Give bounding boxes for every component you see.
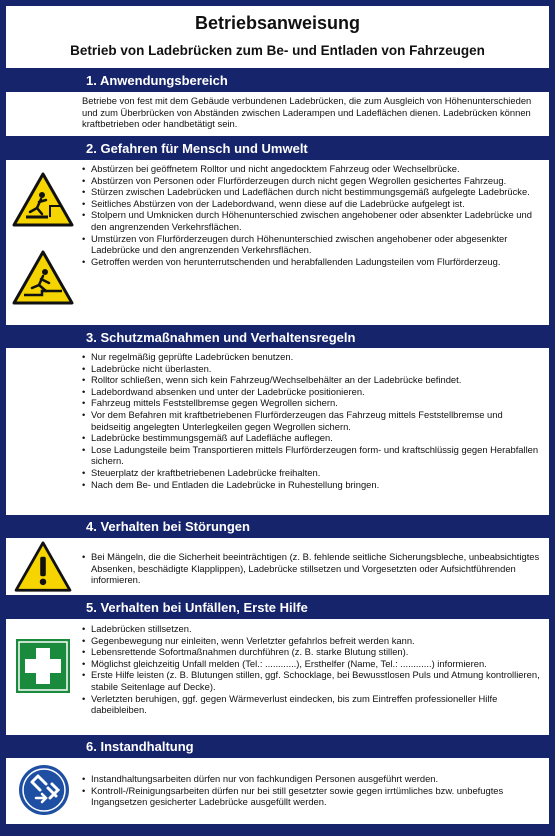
scope-paragraph: Betriebe von fest mit dem Gebäude verbundenen Ladebrücken, die zum Ausgleich von Höhenunterschieden und zum Überbrücken von Abständen zwischen Laderampen und Ladeflächen dienen. Ladebrücken können kraftbetrieben oder handbetätigt sein. (82, 95, 532, 130)
fall-hazard-icon (12, 172, 74, 228)
section-measures-panel (6, 348, 549, 515)
page-subtitle: Betrieb von Ladebrücken zum Be- und Entladen von Fahrzeugen (70, 43, 485, 58)
list-item: • Steuerplatz der kraftbetriebenen Ladebrücke freihalten. (82, 467, 541, 479)
list-item: • Fahrzeug mittels Feststellbremse gegen Wegrollen sichern. (82, 397, 541, 409)
list-item: • Lose Ladungsteile beim Transportieren mittels Flurförderzeugen form- und kraftschlüssig gegen Herabfallen sichern. (82, 444, 541, 467)
malfunctions-list (82, 551, 541, 586)
section-scope-panel (6, 92, 549, 136)
list-item: • Abstürzen von Personen oder Flurförderzeugen durch nicht gegen Wegrollen gesichertes Fahrzeug. (82, 175, 541, 187)
list-item: • Erste Hilfe leisten (z. B. Blutungen stillen, ggf. Schocklage, bei Bewusstlosen Puls und Atmung kontrollieren, stabile Seitenlage auf Decke). (82, 669, 541, 692)
section-title-scope: 1. Anwendungsbereich (86, 73, 228, 88)
list-item: • Kontroll-/Reinigungsarbeiten dürfen nur bei still gesetzter sowie gegen irrtümliches bzw. unbefugtes Ingangsetzen gesicherter Ladebrücke ausgefüllt werden. (82, 785, 541, 808)
header (6, 6, 549, 68)
maintenance-disconnect-icon (18, 764, 70, 816)
maintenance-list (82, 773, 541, 808)
trip-hazard-icon (12, 250, 74, 306)
list-item: • Nur regelmäßig geprüfte Ladebrücken benutzen. (82, 351, 541, 363)
list-item: • Stürzen zwischen Ladebrücken und Ladeflächen durch nicht bestimmungsgemäß aufgelegte Ladebrücke. (82, 186, 541, 198)
list-item: • Verletzten beruhigen, ggf. gegen Wärmeverlust eindecken, bis zum Eintreffen professioneller Hilfe dabeibleiben. (82, 693, 541, 716)
list-item: • Umstürzen von Flurförderzeugen durch Höhenunterschied zwischen angehobener oder abgesenkter Ladebrücke und den angrenzenden Verkehrsflächen. (82, 233, 541, 256)
section-title-protective-measures: 3. Schutzmaßnahmen und Verhaltensregeln (86, 330, 356, 345)
section-first-aid-panel (6, 619, 549, 735)
section-maintenance-panel (6, 758, 549, 824)
list-item: • Instandhaltungsarbeiten dürfen nur von fachkundigen Personen ausgeführt werden. (82, 773, 541, 785)
page-title: Betriebsanweisung (194, 13, 361, 33)
list-item: • Vor dem Befahren mit kraftbetriebenen Flurförderzeugen das Fahrzeug mittels Feststellbremse und beidseitig angelegten Unterlegkeilen gegen Wegrollen sichern. (82, 409, 541, 432)
list-item: • Stolpern und Umknicken durch Höhenunterschied zwischen angehobener oder absenkter Ladebrücke und den angrenzenden Verkehrsflächen. (82, 209, 541, 232)
section-title-first-aid: 5. Verhalten bei Unfällen, Erste Hilfe (86, 600, 308, 615)
list-item: • Gegenbewegung nur einleiten, wenn Verletzter gefahrlos befreit werden kann. (82, 635, 541, 647)
list-item: • Ladebrücken stillsetzen. (82, 623, 541, 635)
list-item: • Lebensrettende Sofortmaßnahmen durchführen (z. B. starke Blutung stillen). (82, 646, 541, 658)
list-item: • Getroffen werden von herunterrutschenden und herabfallenden Ladungsteilen vom Flurförderzeug. (82, 256, 541, 268)
list-item: • Rolltor schließen, wenn sich kein Fahrzeug/Wechselbehälter an der Ladebrücke befindet. (82, 374, 541, 386)
first-aid-cross-icon (16, 639, 70, 693)
measures-list (82, 351, 541, 490)
list-item: • Ladebrücke nicht überlasten. (82, 363, 541, 375)
list-item: • Seitliches Abstürzen von der Ladebordwand, wenn diese auf die Ladebrücke aufgelegt ist. (82, 198, 541, 210)
list-item: • Nach dem Be- und Entladen die Ladebrücke in Ruhestellung bringen. (82, 479, 541, 491)
list-item: • Abstürzen bei geöffnetem Rolltor und nicht angedocktem Fahrzeug oder Wechselbrücke. (82, 163, 541, 175)
list-item: • Bei Mängeln, die die Sicherheit beeinträchtigen (z. B. fehlende seitliche Sicherungsbleche, unbeabsichtigtes Absenken, beschädigte Klapplippen), Ladebrücke stillsetzen und Vorgesetzten oder Aufsichtführenden informieren. (82, 551, 541, 586)
section-title-hazards: 2. Gefahren für Mensch und Umwelt (86, 141, 308, 156)
section-hazards-panel (6, 160, 549, 325)
section-title-malfunctions: 4. Verhalten bei Störungen (86, 519, 250, 534)
list-item: • Möglichst gleichzeitig Unfall melden (Tel.: ............), Ersthelfer (Name, Tel.: ............) informieren. (82, 658, 541, 670)
hazards-list (82, 163, 541, 267)
section-malfunctions-panel (6, 538, 549, 595)
general-warning-icon (14, 541, 72, 593)
list-item: • Ladebordwand absenken und unter der Ladebrücke positionieren. (82, 386, 541, 398)
first-aid-list (82, 623, 541, 716)
section-title-maintenance: 6. Instandhaltung (86, 739, 194, 754)
list-item: • Ladebrücke bestimmungsgemäß auf Ladefläche auflegen. (82, 432, 541, 444)
